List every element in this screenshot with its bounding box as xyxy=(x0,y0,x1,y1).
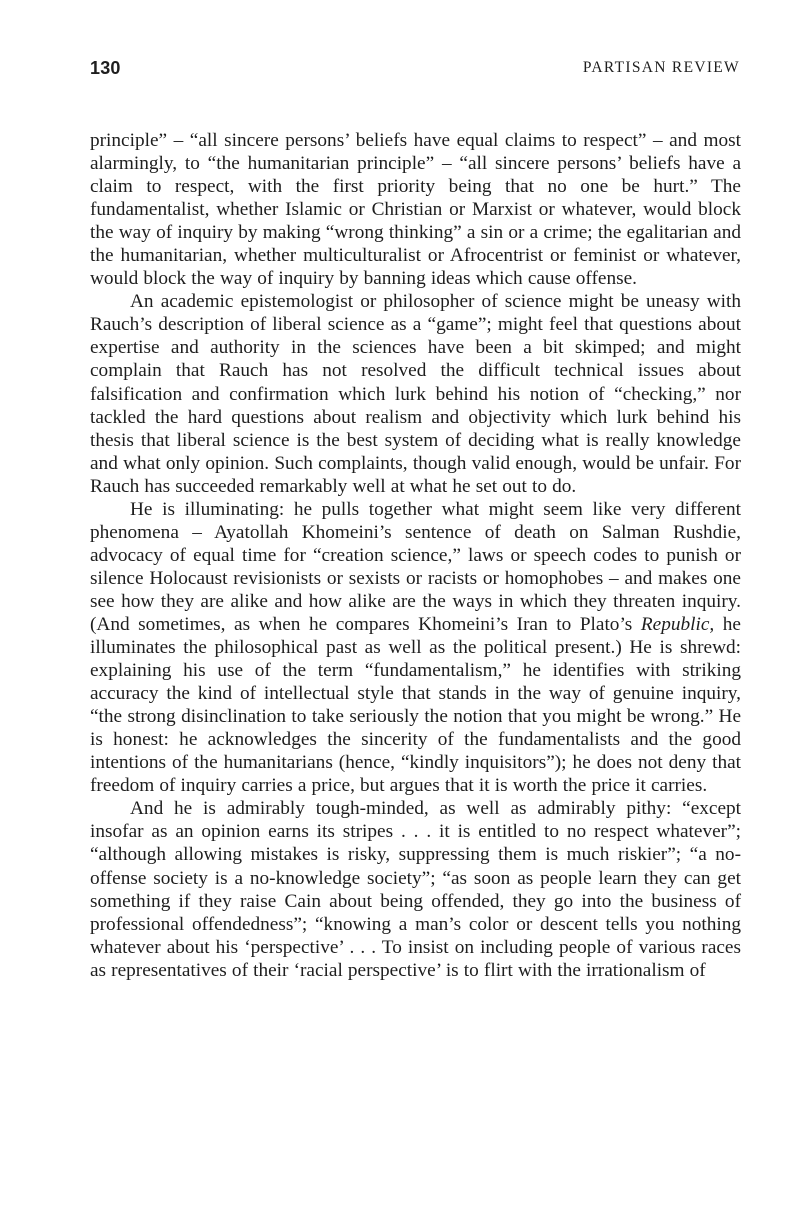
article-body xyxy=(90,129,741,982)
paragraph-illuminating xyxy=(90,498,741,798)
running-head xyxy=(90,58,740,84)
book-title-republic: Republic, xyxy=(640,613,715,635)
paragraph-text-before: He is illuminating: he pulls together what might seem like very different phenomena – Ayatollah Khomeini’s sentence of death on Salman Rushdie, advocacy of equal time for “creation science,” laws or speech codes to punish or silence Holocaust revisionists or sexists or racists or homophobes – and makes one see how they are alike and how alike are the ways in which they threaten inquiry. (And sometimes, as when he compares Khomeini’s Iran to Plato’s xyxy=(90,498,741,635)
paragraph-text-after: he illuminates the philosophical past as well as the political present.) He is shrewd: explaining his use of the term “fundamentalism,” he identifies with striking accuracy the kind of intellectual style that stands in the way of genuine inquiry, “the strong disinclination to take seriously the notion that you might be wrong.” He is honest: he acknowledges the sincerity of the fundamentalists and the good intentions of the humanitarians (hence, “kindly inquisitors”); he does not deny that freedom of inquiry carries a price, but argues that it is worth the price it carries. xyxy=(90,613,741,797)
paragraph-tough-minded: And he is admirably tough-minded, as well as admirably pithy: “except insofar as an opinion earns its stripes . . . it is entitled to no respect whatever”; “although allowing mistakes is risky, suppressing them is much riskier”; “a no-offense society is a no-knowledge society”; “as soon as people learn they can get something if they raise Cain about being offended, they go into the business of professional offendedness”; “knowing a man’s color or descent tells you nothing whatever about his ‘perspective’ . . . To insist on including people of various races as representatives of their ‘racial perspective’ is to flirt with the irrationalism of xyxy=(90,798,741,981)
paragraph-continuation: principle” – “all sincere persons’ beliefs have equal claims to respect” – and most alarmingly, to “the humanitarian principle” – “all sincere persons’ beliefs have a claim to respect, with the first priority being that no one be hurt.” The fundamentalist, whether Islamic or Christian or Marxist or whatever, would block the way of inquiry by making “wrong thinking” a sin or a crime; the egalitarian and the humanitarian, whether multiculturalist or Afrocentrist or feminist or whatever, would block the way of inquiry by banning ideas which cause offense. xyxy=(90,130,741,290)
journal-title: PARTISAN REVIEW xyxy=(582,59,740,76)
paragraph-epistemologist: An academic epistemologist or philosopher of science might be uneasy with Rauch’s description of liberal science as a “game”; might feel that questions about expertise and authority in the sciences have been a bit skimped; and might complain that Rauch has not resolved the difficult technical issues about falsification and confirmation which lurk behind his notion of “checking,” nor tackled the hard questions about realism and objectivity which lurk behind his thesis that liberal science is the best system of deciding what is really knowledge and what only opinion. Such complaints, though valid enough, would be unfair. For Rauch has succeeded remarkably well at what he set out to do. xyxy=(90,291,741,497)
page-number: 130 xyxy=(90,58,121,78)
